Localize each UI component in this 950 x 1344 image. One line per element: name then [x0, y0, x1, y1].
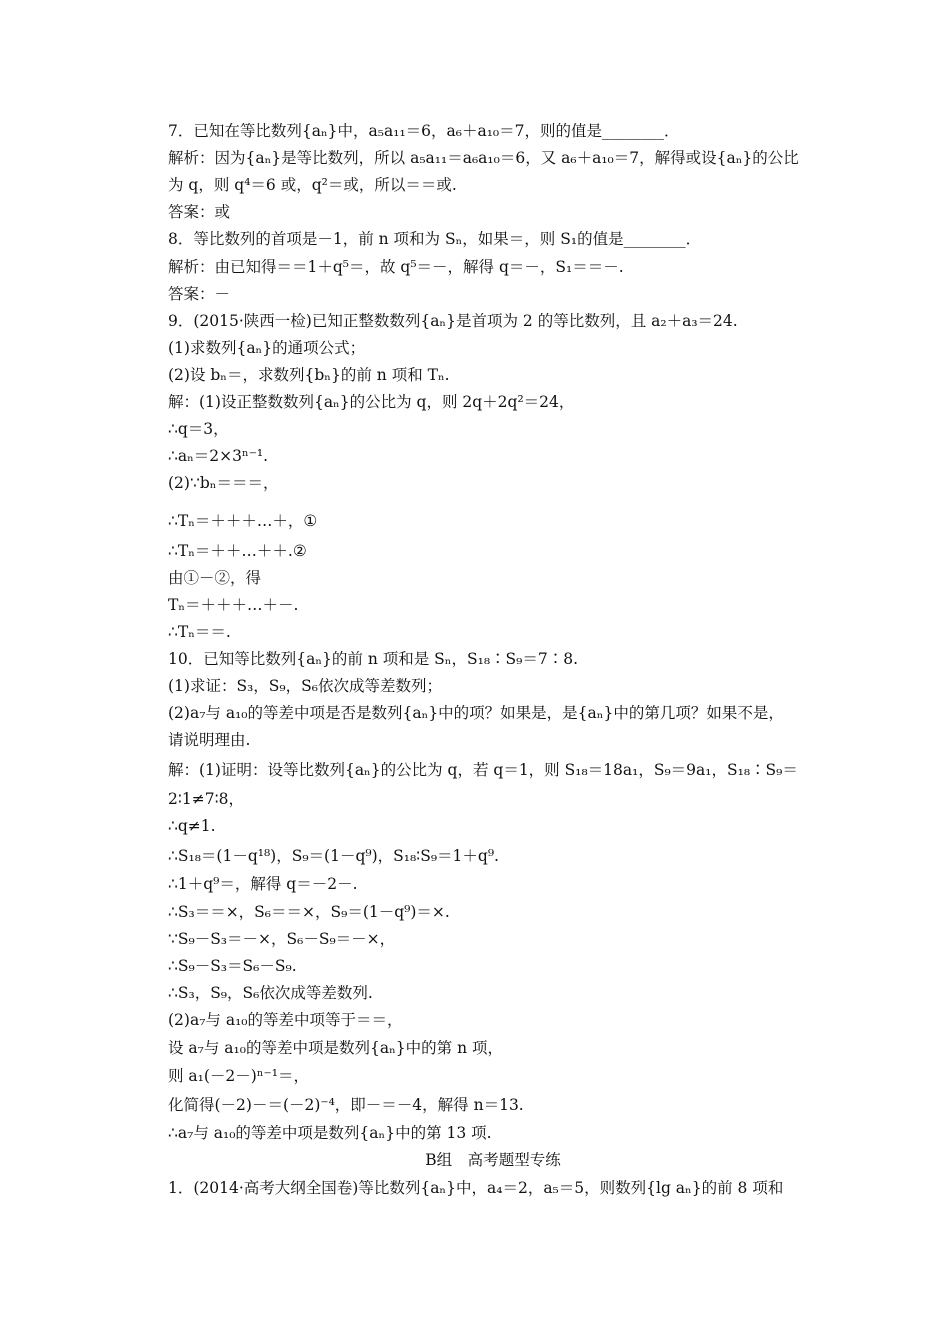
text-line: ∵S₉－S₃＝－×，S₆－S₉＝－×，	[168, 930, 396, 948]
text-line: 2∶1≠7∶8，	[168, 790, 245, 808]
text-line: 解：(1)设正整数数列{aₙ}的公比为 q，则 2q＋2q²＝24，	[168, 393, 575, 411]
text-line: (2)∵bₙ＝＝＝，	[168, 474, 279, 492]
section-heading: B组 高考题型专练	[425, 1151, 561, 1169]
text-line: Tₙ＝＋＋＋…＋－.	[168, 596, 299, 614]
text-line: 由①－②，得	[168, 569, 262, 587]
text-line: (2)a₇与 a₁₀的等差中项是否是数列{aₙ}中的项？如果是，是{aₙ}中的第几项？如果不是，	[168, 704, 784, 722]
text-line: 7．已知在等比数列{aₙ}中，a₅a₁₁＝6，a₆＋a₁₀＝7，则的值是________．	[168, 122, 680, 140]
text-line: (1)求证：S₃，S₉，S₆依次成等差数列；	[168, 677, 442, 695]
text-line: (2)设 bₙ＝，求数列{bₙ}的前 n 项和 Tₙ.	[168, 366, 450, 384]
text-line: 为 q，则 q⁴＝6 或，q²＝或，所以＝＝或.	[168, 176, 457, 194]
text-line: ∴q≠1.	[168, 817, 216, 835]
text-line: 答案：或	[168, 203, 231, 221]
text-line: 解析：由已知得＝＝1＋q⁵＝，故 q⁵＝－，解得 q＝－，S₁＝＝－.	[168, 258, 624, 276]
text-line: 设 a₇与 a₁₀的等差中项是数列{aₙ}中的第 n 项，	[168, 1039, 503, 1057]
text-line: ∴Tₙ＝＝.	[168, 623, 231, 641]
text-line: 10．已知等比数列{aₙ}的前 n 项和是 Sₙ，S₁₈∶S₉＝7∶8.	[168, 650, 579, 668]
text-line: 8．等比数列的首项是－1，前 n 项和为 Sₙ，如果＝，则 S₁的值是________．	[168, 230, 702, 248]
text-line: ∴S₃，S₉，S₆依次成等差数列.	[168, 984, 373, 1002]
text-line: 1．(2014·高考大纲全国卷)等比数列{aₙ}中，a₄＝2，a₅＝5，则数列{lg aₙ}的前 8 项和	[168, 1179, 784, 1197]
text-line: ∴S₁₈＝(1－q¹⁸)，S₉＝(1－q⁹)，S₁₈∶S₉＝1＋q⁹.	[168, 847, 499, 865]
text-line: ∴q＝3，	[168, 420, 229, 438]
text-line: 则 a₁(－2－)ⁿ⁻¹＝，	[168, 1067, 309, 1085]
text-line: ∴S₃＝＝×，S₆＝＝×，S₉＝(1－q⁹)＝×.	[168, 903, 450, 921]
text-line: ∴aₙ＝2×3ⁿ⁻¹.	[168, 447, 269, 465]
text-line: 化简得(－2)－＝(－2)⁻⁴，即－＝－4，解得 n＝13.	[168, 1096, 524, 1114]
text-line: ∴a₇与 a₁₀的等差中项是数列{aₙ}中的第 13 项.	[168, 1124, 492, 1142]
text-line: 解析：因为{aₙ}是等比数列，所以 a₅a₁₁＝a₆a₁₀＝6，又 a₆＋a₁₀＝7，解得或设{aₙ}的公比	[168, 149, 799, 167]
text-line: 9．(2015·陕西一检)已知正整数数列{aₙ}是首项为 2 的等比数列，且 a₂＋a₃＝24.	[168, 312, 738, 330]
text-line: ∴S₉－S₃＝S₆－S₉.	[168, 957, 297, 975]
text-line: (2)a₇与 a₁₀的等差中项等于＝＝，	[168, 1011, 403, 1029]
text-line: (1)求数列{aₙ}的通项公式；	[168, 339, 366, 357]
text-line: 解：(1)证明：设等比数列{aₙ}的公比为 q，若 q＝1，则 S₁₈＝18a₁，S₉＝9a₁，S₁₈∶S₉＝	[168, 761, 798, 779]
text-line: 答案：－	[168, 285, 231, 303]
text-line: ∴1＋q⁹＝，解得 q＝－2－.	[168, 875, 358, 893]
text-line: ∴Tₙ＝＋＋…＋＋.②	[168, 542, 307, 560]
text-line: 请说明理由.	[168, 731, 251, 749]
text-line: ∴Tₙ＝＋＋＋…＋，①	[168, 512, 318, 530]
